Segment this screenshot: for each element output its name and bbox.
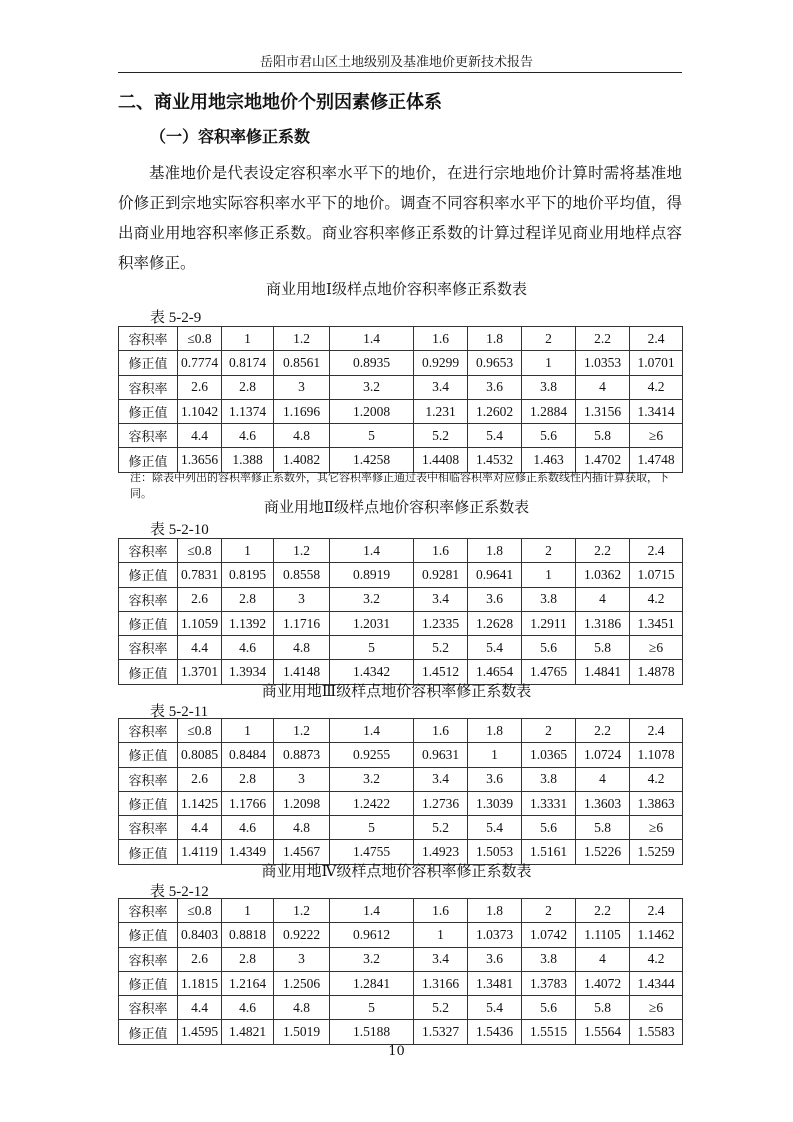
table-cell: 0.8919 [330, 563, 414, 587]
table-cell: 1.2335 [414, 611, 468, 635]
table-cell: 4.2 [630, 587, 683, 611]
row-header: 容积率 [119, 816, 178, 840]
table-cell: 1.4072 [576, 971, 630, 995]
table-cell: 1.3863 [630, 791, 683, 815]
table-row [119, 611, 683, 635]
table-cell: 5.6 [522, 816, 576, 840]
table-cell: 1.3481 [468, 971, 522, 995]
table-cell: 1.2736 [414, 791, 468, 815]
table-cell: 1.2628 [468, 611, 522, 635]
table-cell: 1.0724 [576, 743, 630, 767]
table-cell: 4.4 [178, 816, 222, 840]
row-header: 容积率 [119, 424, 178, 448]
table-cell: 1.231 [414, 399, 468, 423]
section-title: 二、商业用地宗地地价个别因素修正体系 [118, 92, 442, 113]
table-row [119, 563, 683, 587]
table-cell: 1 [222, 539, 274, 563]
table-title: 商业用地Ⅲ级样点地价容积率修正系数表 [261, 682, 532, 700]
table-cell: 1.3701 [178, 660, 222, 684]
table-cell: 2.4 [630, 539, 683, 563]
table-cell: 5.2 [414, 636, 468, 660]
table-row [119, 587, 683, 611]
table-cell: 2.2 [576, 899, 630, 923]
table-cell: 3 [274, 947, 330, 971]
table-cell: 2.8 [222, 947, 274, 971]
table-cell: 2.2 [576, 327, 630, 351]
table-cell: 5.2 [414, 424, 468, 448]
table-cell: 1.5564 [576, 1020, 630, 1044]
table-cell: 1.2911 [522, 611, 576, 635]
table-cell: 0.9631 [414, 743, 468, 767]
table-cell: 0.8935 [330, 351, 414, 375]
table-cell: 3.2 [330, 375, 414, 399]
table-cell: ≤0.8 [178, 327, 222, 351]
table-cell: 1.0365 [522, 743, 576, 767]
table-cell: 0.8195 [222, 563, 274, 587]
table-cell: 3.6 [468, 767, 522, 791]
table-cell: 2.6 [178, 375, 222, 399]
table-cell: 1.3934 [222, 660, 274, 684]
table-cell: 3.4 [414, 767, 468, 791]
table-cell: 1.2 [274, 327, 330, 351]
row-header: 容积率 [119, 587, 178, 611]
table-row [119, 539, 683, 563]
far-correction-table-1 [118, 326, 683, 473]
far-correction-table-3 [118, 718, 683, 865]
table-cell: 1.5327 [414, 1020, 468, 1044]
table-cell: 2.4 [630, 719, 683, 743]
table-cell: 4.2 [630, 947, 683, 971]
table-cell: 5 [330, 996, 414, 1020]
table-cell: 5 [330, 816, 414, 840]
table-cell: 3.8 [522, 767, 576, 791]
table-cell: 3.8 [522, 375, 576, 399]
table-cell: 1.1716 [274, 611, 330, 635]
table-note: 注：除表中列出的容积率修正系数外，其它容积率修正通过表中相临容积率对应修正系数线性内插计算获取，下同。 [130, 471, 669, 500]
row-header: 容积率 [119, 996, 178, 1020]
table-cell: 2.4 [630, 899, 683, 923]
table-cell: 2.4 [630, 327, 683, 351]
table-cell: 1.2841 [330, 971, 414, 995]
table-cell: 1.4755 [330, 840, 414, 864]
table-row [119, 327, 683, 351]
table-cell: 2.8 [222, 587, 274, 611]
table-cell: 5.8 [576, 816, 630, 840]
table-cell: 1.4841 [576, 660, 630, 684]
table-cell: 1.5436 [468, 1020, 522, 1044]
table-row [119, 636, 683, 660]
table-row [119, 971, 683, 995]
table-cell: 5.4 [468, 816, 522, 840]
table-cell: 3 [274, 375, 330, 399]
table-cell: ≥6 [630, 816, 683, 840]
table-cell: 4.2 [630, 767, 683, 791]
row-header: 修正值 [119, 399, 178, 423]
table-cell: 1.463 [522, 448, 576, 472]
table-label: 表 5-2-11 [150, 704, 209, 720]
table-cell: 1.3166 [414, 971, 468, 995]
row-header: 修正值 [119, 743, 178, 767]
table-cell: 1.6 [414, 539, 468, 563]
table-cell: 1.4258 [330, 448, 414, 472]
table-cell: 1.2602 [468, 399, 522, 423]
table-cell: 1.4408 [414, 448, 468, 472]
table-cell: 1.4512 [414, 660, 468, 684]
table-cell: 1.5019 [274, 1020, 330, 1044]
table-cell: 3.8 [522, 947, 576, 971]
table-cell: 4.4 [178, 424, 222, 448]
table-cell: 1.0353 [576, 351, 630, 375]
table-cell: 4.6 [222, 996, 274, 1020]
table-cell: 3.2 [330, 767, 414, 791]
table-title: 商业用地Ⅳ级样点地价容积率修正系数表 [261, 862, 532, 880]
table-cell: 1.6 [414, 719, 468, 743]
table-cell: 1.6 [414, 327, 468, 351]
table-label: 表 5-2-10 [150, 522, 209, 538]
table-cell: 1.5161 [522, 840, 576, 864]
table-cell: 1.4 [330, 327, 414, 351]
table-cell: 0.9612 [330, 923, 414, 947]
table-cell: 1.4 [330, 719, 414, 743]
row-header: 容积率 [119, 947, 178, 971]
table-cell: 5.2 [414, 996, 468, 1020]
page-number: 10 [388, 1044, 405, 1059]
table-cell: 1.2 [274, 719, 330, 743]
row-header: 容积率 [119, 636, 178, 660]
table-cell: 1.4821 [222, 1020, 274, 1044]
table-cell: 1.3156 [576, 399, 630, 423]
table-cell: 1 [522, 351, 576, 375]
table-cell: 5.2 [414, 816, 468, 840]
table-cell: ≥6 [630, 424, 683, 448]
table-cell: 1.5053 [468, 840, 522, 864]
running-header: 岳阳市君山区土地级别及基准地价更新技术报告 [259, 55, 533, 70]
table-cell: 1.1059 [178, 611, 222, 635]
table-cell: 2.6 [178, 947, 222, 971]
table-row [119, 743, 683, 767]
table-cell: 0.9299 [414, 351, 468, 375]
table-cell: 1.4567 [274, 840, 330, 864]
row-header: 修正值 [119, 448, 178, 472]
table-cell: 2.6 [178, 587, 222, 611]
table-cell: 1.4342 [330, 660, 414, 684]
table-cell: 2 [522, 327, 576, 351]
table-cell: 0.9653 [468, 351, 522, 375]
table-cell: 4.6 [222, 816, 274, 840]
table-cell: 3.4 [414, 587, 468, 611]
table-cell: ≥6 [630, 996, 683, 1020]
table-cell: 2.8 [222, 375, 274, 399]
table-cell: 3.6 [468, 947, 522, 971]
table-cell: 3.4 [414, 375, 468, 399]
table-cell: 1.4 [330, 899, 414, 923]
table-cell: 1.4532 [468, 448, 522, 472]
table-cell: 1.1392 [222, 611, 274, 635]
table-cell: 1.6 [414, 899, 468, 923]
table-cell: 0.8818 [222, 923, 274, 947]
table-row [119, 399, 683, 423]
table-cell: 1.4349 [222, 840, 274, 864]
table-cell: 0.8558 [274, 563, 330, 587]
table-cell: 0.8174 [222, 351, 274, 375]
table-row [119, 719, 683, 743]
table-cell: 4.2 [630, 375, 683, 399]
table-cell: 2.2 [576, 719, 630, 743]
table-cell: 1.4923 [414, 840, 468, 864]
table-cell: 4 [576, 375, 630, 399]
row-header: 修正值 [119, 971, 178, 995]
table-cell: 1 [222, 327, 274, 351]
table-cell: 3 [274, 587, 330, 611]
table-cell: 1.3414 [630, 399, 683, 423]
table-cell: 0.8484 [222, 743, 274, 767]
table-cell: 0.7831 [178, 563, 222, 587]
table-cell: 1.4702 [576, 448, 630, 472]
table-cell: 1.0715 [630, 563, 683, 587]
table-row [119, 899, 683, 923]
row-header: 修正值 [119, 923, 178, 947]
table-row [119, 923, 683, 947]
table-cell: 1.0742 [522, 923, 576, 947]
table-cell: ≤0.8 [178, 899, 222, 923]
table-cell: 1 [222, 719, 274, 743]
table-row [119, 767, 683, 791]
table-cell: 0.8561 [274, 351, 330, 375]
far-correction-table-4 [118, 898, 683, 1045]
table-row [119, 947, 683, 971]
table-cell: 0.9641 [468, 563, 522, 587]
table-cell: 1.2 [274, 539, 330, 563]
table-cell: 1 [414, 923, 468, 947]
table-cell: 2 [522, 899, 576, 923]
table-row [119, 375, 683, 399]
table-cell: 1.1078 [630, 743, 683, 767]
table-label: 表 5-2-12 [150, 884, 209, 900]
table-cell: 1.8 [468, 327, 522, 351]
table-cell: 5.6 [522, 636, 576, 660]
table-row [119, 996, 683, 1020]
table-cell: 5.4 [468, 636, 522, 660]
table-cell: 1.1696 [274, 399, 330, 423]
table-cell: 1.1374 [222, 399, 274, 423]
table-cell: 1.4148 [274, 660, 330, 684]
table-cell: 1.3603 [576, 791, 630, 815]
table-cell: 1.2884 [522, 399, 576, 423]
table-cell: ≤0.8 [178, 719, 222, 743]
table-row [119, 816, 683, 840]
table-cell: 4.4 [178, 636, 222, 660]
row-header: 修正值 [119, 611, 178, 635]
far-correction-table-2 [118, 538, 683, 685]
table-cell: 1.4119 [178, 840, 222, 864]
subsection-title: （一）容积率修正系数 [150, 127, 311, 146]
table-cell: 5.8 [576, 996, 630, 1020]
table-cell: 2 [522, 539, 576, 563]
table-cell: 1.5226 [576, 840, 630, 864]
table-cell: 3.2 [330, 587, 414, 611]
table-cell: 4.8 [274, 424, 330, 448]
table-cell: 1.2 [274, 899, 330, 923]
table-cell: 2.6 [178, 767, 222, 791]
table-cell: 0.9281 [414, 563, 468, 587]
table-cell: 1.2164 [222, 971, 274, 995]
table-cell: 1.8 [468, 719, 522, 743]
table-cell: 5.4 [468, 424, 522, 448]
table-cell: 3.8 [522, 587, 576, 611]
table-cell: 0.9222 [274, 923, 330, 947]
row-header: 修正值 [119, 840, 178, 864]
table-cell: 1.4654 [468, 660, 522, 684]
table-cell: 5.8 [576, 424, 630, 448]
table-cell: 1.3783 [522, 971, 576, 995]
table-cell: 1.0362 [576, 563, 630, 587]
table-cell: 4.8 [274, 636, 330, 660]
row-header: 修正值 [119, 791, 178, 815]
row-header: 修正值 [119, 1020, 178, 1044]
table-cell: 1 [222, 899, 274, 923]
table-cell: 2 [522, 719, 576, 743]
table-cell: 5.6 [522, 424, 576, 448]
table-row [119, 448, 683, 472]
table-cell: 3.6 [468, 375, 522, 399]
table-cell: 1.0373 [468, 923, 522, 947]
row-header: 修正值 [119, 563, 178, 587]
table-cell: 1.2098 [274, 791, 330, 815]
table-cell: 2.8 [222, 767, 274, 791]
table-cell: 0.9255 [330, 743, 414, 767]
table-row [119, 1020, 683, 1044]
table-cell: 1.8 [468, 899, 522, 923]
table-cell: 1.388 [222, 448, 274, 472]
table-cell: 1.1105 [576, 923, 630, 947]
table-cell: 4.4 [178, 996, 222, 1020]
row-header: 容积率 [119, 327, 178, 351]
table-cell: 1.3039 [468, 791, 522, 815]
row-header: 容积率 [119, 375, 178, 399]
table-cell: 5.4 [468, 996, 522, 1020]
table-cell: 1.2008 [330, 399, 414, 423]
table-cell: 1.2506 [274, 971, 330, 995]
table-cell: 5 [330, 636, 414, 660]
table-cell: 3.6 [468, 587, 522, 611]
table-cell: 3.4 [414, 947, 468, 971]
table-cell: 3 [274, 767, 330, 791]
table-cell: 4.8 [274, 996, 330, 1020]
table-label: 表 5-2-9 [150, 310, 202, 326]
table-cell: 3.2 [330, 947, 414, 971]
table-cell: 1.4748 [630, 448, 683, 472]
table-cell: 4.8 [274, 816, 330, 840]
body-paragraph: 基准地价是代表设定容积率水平下的地价，在进行宗地地价计算时需将基准地价修正到宗地实际容积率水平下的地价。调查不同容积率水平下的地价平均值，得出商业用地容积率修正系数。商业容积率修正系数的计算过程详见商业用地样点容积率修正。 [118, 164, 682, 272]
row-header: 修正值 [119, 660, 178, 684]
table-cell: 1.4765 [522, 660, 576, 684]
table-cell: 5.8 [576, 636, 630, 660]
table-cell: 1.0701 [630, 351, 683, 375]
table-cell: 1.4344 [630, 971, 683, 995]
table-row [119, 351, 683, 375]
table-cell: 1.3186 [576, 611, 630, 635]
table-cell: 1.8 [468, 539, 522, 563]
table-cell: 1.2422 [330, 791, 414, 815]
table-cell: 1.2031 [330, 611, 414, 635]
table-cell: 0.8085 [178, 743, 222, 767]
table-cell: 1 [468, 743, 522, 767]
row-header: 容积率 [119, 539, 178, 563]
table-cell: 1.1815 [178, 971, 222, 995]
table-cell: 1.1042 [178, 399, 222, 423]
table-cell: 1.4082 [274, 448, 330, 472]
table-cell: 0.8403 [178, 923, 222, 947]
table-cell: 5.6 [522, 996, 576, 1020]
table-cell: 1.5259 [630, 840, 683, 864]
row-header: 容积率 [119, 767, 178, 791]
header-rule [118, 72, 682, 73]
table-cell: 1.3656 [178, 448, 222, 472]
table-cell: 1 [522, 563, 576, 587]
table-row [119, 791, 683, 815]
table-cell: 4 [576, 587, 630, 611]
table-cell: 1.4 [330, 539, 414, 563]
table-title: 商业用地Ⅰ级样点地价容积率修正系数表 [266, 280, 527, 298]
table-cell: 1.3451 [630, 611, 683, 635]
table-cell: ≤0.8 [178, 539, 222, 563]
table-cell: 5 [330, 424, 414, 448]
table-title: 商业用地Ⅱ级样点地价容积率修正系数表 [263, 498, 530, 516]
table-cell: 1.3331 [522, 791, 576, 815]
row-header: 容积率 [119, 899, 178, 923]
table-cell: 4.6 [222, 424, 274, 448]
table-cell: 1.1462 [630, 923, 683, 947]
row-header: 修正值 [119, 351, 178, 375]
table-cell: 0.8873 [274, 743, 330, 767]
table-cell: 2.2 [576, 539, 630, 563]
table-cell: 1.5515 [522, 1020, 576, 1044]
table-cell: 1.5583 [630, 1020, 683, 1044]
table-cell: 1.1425 [178, 791, 222, 815]
table-cell: 1.5188 [330, 1020, 414, 1044]
table-cell: ≥6 [630, 636, 683, 660]
table-cell: 4 [576, 947, 630, 971]
table-cell: 1.4595 [178, 1020, 222, 1044]
table-cell: 1.1766 [222, 791, 274, 815]
table-cell: 4.6 [222, 636, 274, 660]
row-header: 容积率 [119, 719, 178, 743]
table-cell: 4 [576, 767, 630, 791]
table-row [119, 424, 683, 448]
table-cell: 0.7774 [178, 351, 222, 375]
table-cell: 1.4878 [630, 660, 683, 684]
